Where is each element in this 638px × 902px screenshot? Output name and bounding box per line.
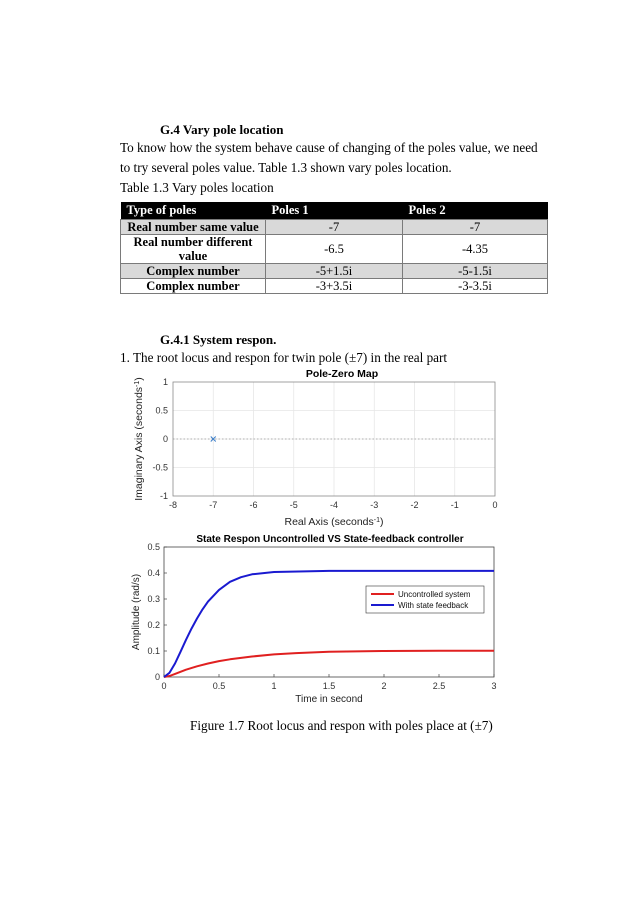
x-tick-label: 2 [381,681,387,691]
x-axis-label-sup: -1 [373,516,381,524]
table-row [121,235,548,264]
table-row [121,279,548,294]
figure-caption: Figure 1.7 Root locus and respon with poles place at (±7) [190,718,493,733]
table-cell: -3-3.5i [403,279,548,294]
y-tick-label: -1 [159,491,168,501]
x-axis-label [284,516,383,528]
y-tick-label: 0.1 [147,646,160,656]
table-cell: -6.5 [266,235,403,264]
table-cell: Complex number [121,264,266,279]
x-axis-label: Time in second [295,694,363,705]
table-cell: Complex number [121,279,266,294]
section-heading: G.4 Vary pole location [160,122,284,137]
x-tick-label: -1 [450,500,459,510]
y-axis-label [133,377,145,501]
x-tick-label: 2.5 [432,681,446,691]
table-row [121,220,548,235]
table-cell: -7 [403,220,548,235]
chart-title: Pole-Zero Map [305,368,379,380]
y-tick-label: 0.4 [147,568,160,578]
y-tick-label: 0.5 [155,405,168,416]
table-row [121,264,548,279]
table-cell: -4.35 [403,235,548,264]
chart-title: State Respon Uncontrolled VS State-feedback controller [196,534,464,545]
x-tick-label: 0 [492,500,498,510]
x-tick-label: -8 [168,500,178,510]
x-tick-label: -2 [410,500,419,510]
y-tick-label: 0 [154,672,160,682]
table-header-cell: Type of poles [121,202,266,220]
poles-table [120,202,548,294]
table-header-row [121,202,548,220]
x-tick-label: -4 [329,500,339,510]
x-axis-label-tail: ) [380,516,384,528]
x-tick-label: -5 [289,500,298,510]
y-axis-label-main: Imaginary Axis (seconds [133,386,145,501]
table-cell: -3+3.5i [266,279,403,294]
y-tick-label: 1 [162,377,168,387]
table-header-cell: Poles 1 [266,202,403,220]
y-axis-label-sup: -1 [133,380,141,387]
pole-zero-map-chart [128,366,508,531]
list-item: 1. The root locus and respon for twin pole (±7) in the real part [120,350,448,365]
table-cell: -7 [266,220,403,235]
x-tick-labels [169,500,498,510]
x-tick-label: -7 [209,500,218,510]
y-tick-labels [147,542,160,682]
subsection-heading: G.4.1 System respon. [160,332,277,347]
state-response-chart [128,532,508,707]
table-cell: Real number different value [121,235,266,264]
y-tick-label: -0.5 [152,462,168,473]
x-tick-label: 0 [161,681,167,691]
table-caption: Table 1.3 Vary poles location [120,180,274,195]
y-tick-label: 0.5 [147,542,160,552]
intro-paragraph: To know how the system behave cause of changing of the poles value, we need to try several poles value. Table 1.3 shown vary poles location. [120,140,538,175]
y-axis-label: Amplitude (rad/s) [131,573,142,651]
y-tick-label: 0.2 [147,620,160,630]
x-tick-label: -6 [249,500,258,510]
x-tick-label: 1 [271,681,277,691]
y-tick-labels [152,377,168,501]
legend-label-feedback: With state feedback [398,601,469,610]
legend [366,586,484,613]
x-tick-labels [161,681,496,691]
table-cell: -5-1.5i [403,264,548,279]
y-tick-label: 0 [162,434,168,444]
x-tick-label: 3 [491,681,497,691]
y-tick-label: 0.3 [147,594,160,604]
x-tick-label: 1.5 [322,681,336,691]
legend-label-uncontrolled: Uncontrolled system [398,590,471,599]
x-tick-label: -3 [370,500,379,510]
table-cell: Real number same value [121,220,266,235]
table-cell: -5+1.5i [266,264,403,279]
y-axis-label-tail: ) [133,377,145,381]
x-axis-label-main: Real Axis (seconds [284,516,374,528]
table-header-cell: Poles 2 [403,202,548,220]
x-tick-label: 0.5 [212,681,226,691]
